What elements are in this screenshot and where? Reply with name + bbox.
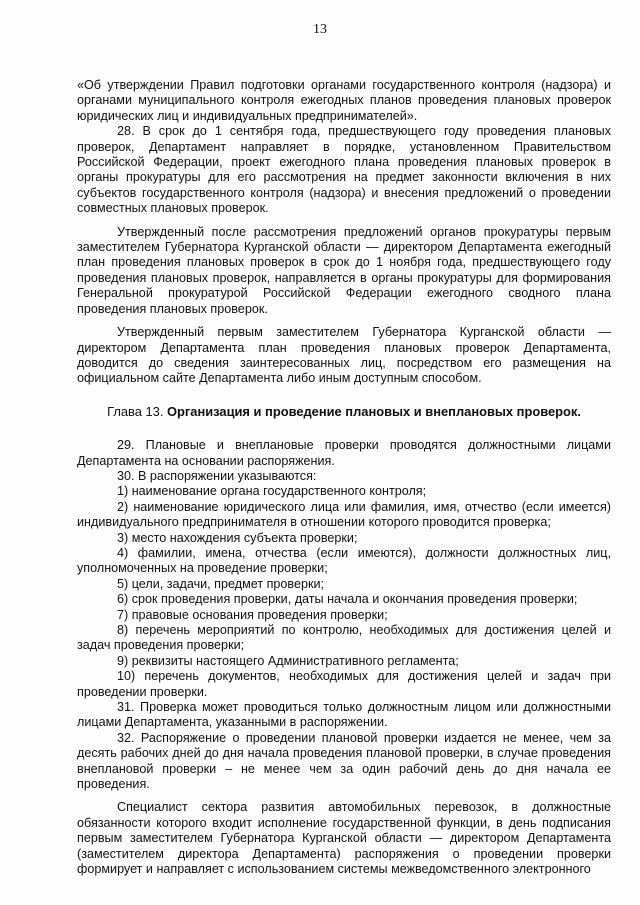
chapter-heading	[77, 404, 611, 419]
list-item: 2) наименование юридического лица или фамилия, имя, отчество (если имеется) индивидуального предпринимателя в отношении которого проводится проверка;	[77, 499, 611, 530]
page-number: 13	[313, 22, 327, 37]
paragraph: 31. Проверка может проводиться только должностным лицом или должностными лицами Департамента, указанными в распоряжении.	[77, 700, 611, 730]
list-item: 7) правовые основания проведения проверки;	[117, 607, 388, 622]
list-item: 4) фамилии, имена, отчества (если имеются), должности должностных лиц, уполномоченных на проведение проверки;	[77, 545, 611, 576]
list-item: 1) наименование органа государственного контроля;	[117, 484, 427, 499]
paragraph: Утвержденный первым заместителем Губернатора Курганской области — директором Департамента план проведения плановых проверок Департамента, доводится до сведения заинтересованных лиц, посредством его размещения на официальном сайте Департамента либо иным доступным способом.	[77, 325, 611, 386]
list-item: 3) место нахождения субъекта проверки;	[117, 530, 358, 545]
paragraph: Специалист сектора развития автомобильных перевозок, в должностные обязанности которого входит исполнение государственной функции, в день подписания первым заместителем Губернатора Курганской области — директором Департамента (заместителем директора Департамента) распоряжения о проведении проверки формирует и направляет с использованием системы межведомственного электронного	[77, 800, 611, 877]
list-item: 5) цели, задачи, предмет проверки;	[117, 576, 325, 591]
paragraph: Утвержденный после рассмотрения предложений органов прокуратуры первым заместителем Губернатора Курганской области — директором Департамента ежегодный план проведения плановых проверок в срок до 1 ноября года, предшествующего году проведения плановых проверок, направляется в органы прокуратуры для формирования Генеральной прокуратурой Российской Федерации ежегодного сводного плана проведения плановых проверок.	[77, 224, 611, 316]
document-body	[77, 78, 611, 878]
chapter-prefix: Глава 13.	[107, 403, 164, 419]
paragraph: 30. В распоряжении указываются:	[117, 468, 317, 483]
paragraph: «Об утверждении Правил подготовки органами государственного контроля (надзора) и органами муниципального контроля ежегодных планов проведения плановых проверок юридических лиц и индивидуальных предпринимателей».	[77, 78, 611, 123]
list-item: 8) перечень мероприятий по контролю, необходимых для достижения целей и задач проведения проверки;	[77, 623, 611, 653]
list-item: 10) перечень документов, необходимых для достижения целей и задач при проведении проверки.	[77, 669, 611, 699]
paragraph: 29. Плановые и внеплановые проверки проводятся должностными лицами Департамента на основании распоряжения.	[77, 438, 611, 468]
list-item: 6) срок проведения проверки, даты начала и окончания проведения проверки;	[117, 592, 578, 607]
paragraph: 32. Распоряжение о проведении плановой проверки издается не менее, чем за десять рабочих дней до дня начала проведения плановой проверки, в случае проведения внеплановой проверки – не менее чем за один рабочий день до дня начала ее проведения.	[77, 730, 611, 792]
chapter-title: Организация и проведение плановых и внеплановых проверок.	[167, 403, 581, 419]
paragraph: 28. В срок до 1 сентября года, предшествующего году проведения плановых проверок, Департамент направляет в порядке, установленном Правительством Российской Федерации, проект ежегодного плана проведения плановых проверок в органы прокуратуры для его рассмотрения на предмет законности включения в них субъектов государственного контроля (надзора) и внесения предложений о проведении совместных плановых проверок.	[77, 124, 611, 216]
list-item: 9) реквизиты настоящего Административного регламента;	[117, 653, 459, 668]
